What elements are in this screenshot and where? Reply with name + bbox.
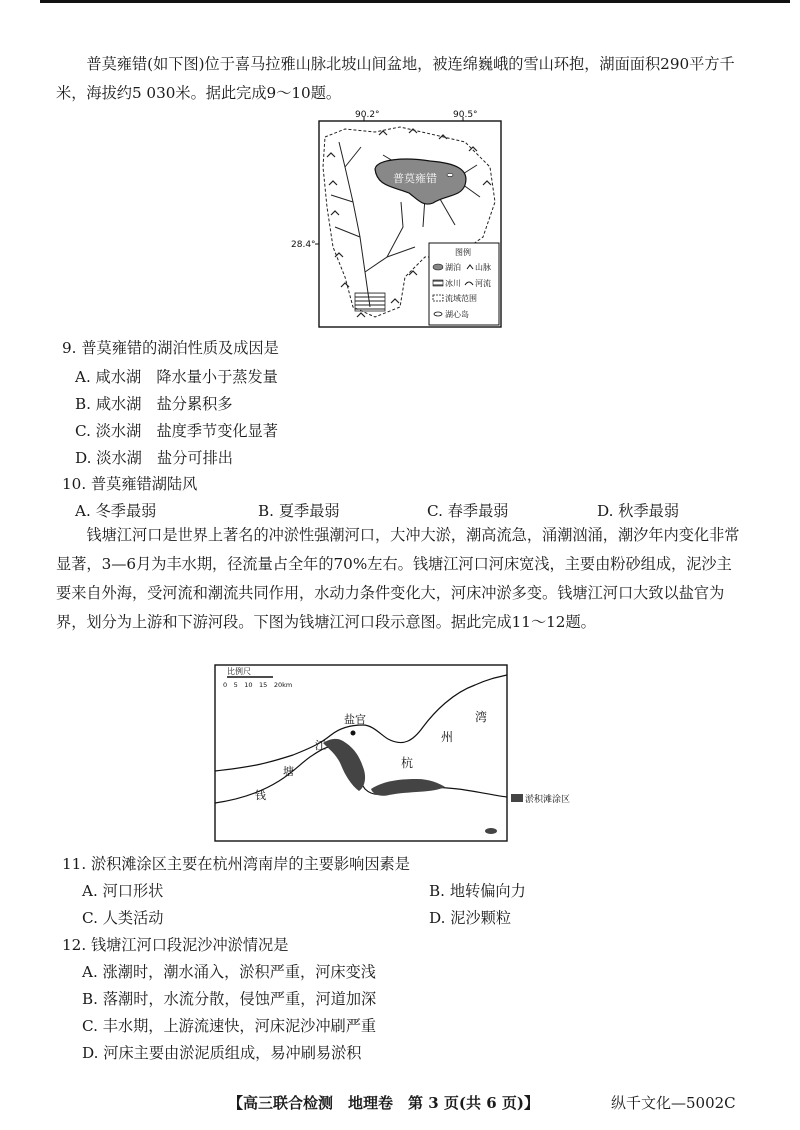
q11-option-b[interactable]: B. 地转偏向力 [429,882,526,900]
lake-label: 普莫雍错 [393,172,437,185]
lon-label-left: 90.2° [355,110,380,120]
q9-stem: 9. 普莫雍错的湖泊性质及成因是 [62,339,279,357]
lon-label-right: 90.5° [453,110,478,120]
footer-code: 纵千文化—5002C [611,1094,736,1112]
lake-island [447,174,453,177]
scale-ticks: 0 5 10 15 20km [223,681,293,689]
footer-page-info: 【高三联合检测 地理卷 第 3 页(共 6 页)】 [228,1094,539,1112]
yanguan-marker [351,731,356,736]
q12-option-c[interactable]: C. 丰水期，上游流速快，河床泥沙冲刷严重 [82,1017,377,1035]
q11-stem: 11. 淤积滩涂区主要在杭州湾南岸的主要影响因素是 [62,855,410,873]
mudflat-deposit-3 [485,828,497,834]
top-rule [40,0,790,3]
legend-mountain: 山脉 [475,263,491,272]
q10-option-a[interactable]: A. 冬季最弱 [75,502,157,520]
q9-option-d[interactable]: D. 淡水湖 盐分可排出 [75,449,233,467]
legend-glacier: 冰川 [445,279,461,288]
map-pumoyongcuo [291,107,505,329]
legend-river: 河流 [475,279,491,288]
q9-option-b[interactable]: B. 咸水湖 盐分累积多 [75,395,233,413]
q10-option-d[interactable]: D. 秋季最弱 [597,502,680,520]
q12-option-d[interactable]: D. 河床主要由淤泥质组成，易冲刷易淤积 [82,1044,362,1062]
legend-island: 湖心岛 [445,310,469,319]
hangzhou-char-3: 湾 [475,710,488,724]
intro-paragraph-1: 普莫雍错(如下图)位于喜马拉雅山脉北坡山间盆地，被连绵巍峨的雪山环抱，湖面面积290平方千米，海拔约5 030米。据此完成9～10题。 [56,55,735,102]
qiantang-char-3: 江 [315,739,326,752]
intro-paragraph-2: 钱塘江河口是世界上著名的冲淤性强潮河口，大冲大淤，潮高流急，涌潮汹涌，潮汐年内变化非常显著，3—6月为丰水期，径流量占全年的70%左右。钱塘江河口河床宽浅，主要由粉砂组成，泥沙主要来自外海，受河流和潮流共同作用，水动力条件变化大，河床冲淤多变。钱塘江河口大致以盐官为界，划分为上游和下游河段。下图为钱塘江河口段示意图。据此完成11～12题。 [56,526,740,631]
qiantang-char-1: 钱 [255,789,266,802]
legend-lake: 湖泊 [445,263,461,272]
q9-option-a[interactable]: A. 咸水湖 降水量小于蒸发量 [75,368,278,386]
q10-stem: 10. 普莫雍错湖陆风 [62,475,198,493]
q11-option-c[interactable]: C. 人类活动 [82,909,164,927]
legend-mudflat: 淤积滩涂区 [525,795,571,805]
q12-option-b[interactable]: B. 落潮时，水流分散，侵蚀严重，河道加深 [82,990,377,1008]
q11-option-d[interactable]: D. 泥沙颗粒 [429,909,512,927]
q12-option-a[interactable]: A. 涨潮时，潮水涌入，淤积严重，河床变浅 [82,963,376,981]
hangzhou-char-2: 州 [441,730,454,744]
q10-option-c[interactable]: C. 春季最弱 [427,502,509,520]
hangzhou-char-1: 杭 [401,756,414,770]
q12-stem: 12. 钱塘江河口段泥沙冲淤情况是 [62,936,289,954]
q9-option-c[interactable]: C. 淡水湖 盐度季节变化显著 [75,422,278,440]
map-qiantang-estuary [213,663,623,845]
scale-title: 比例尺 [227,667,251,676]
legend-title: 图例 [455,248,471,257]
lat-label: 28.4° [291,240,316,250]
qiantang-char-2: 塘 [283,765,294,778]
yanguan-label: 盐官 [344,713,366,726]
legend-basin: 流域范围 [445,294,477,303]
q11-option-a[interactable]: A. 河口形状 [82,882,164,900]
q10-option-b[interactable]: B. 夏季最弱 [258,502,340,520]
map1-legend [429,243,499,325]
glacier-area [355,293,385,311]
